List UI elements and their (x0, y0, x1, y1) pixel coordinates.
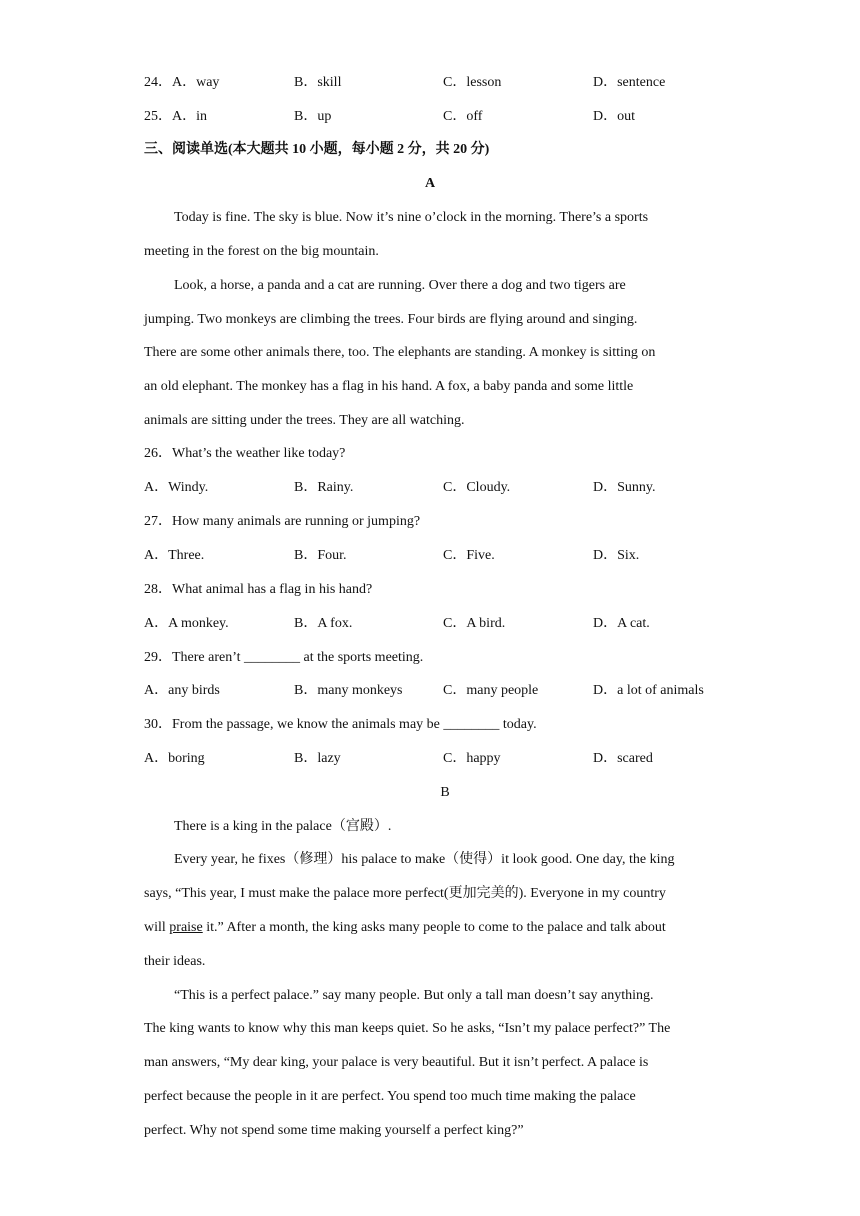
passage-a-line: meeting in the forest on the big mountain. (144, 244, 379, 259)
passage-a-line: animals are sitting under the trees. They are all watching. (144, 413, 465, 428)
q30-option-a: A．boring (144, 751, 205, 766)
q30-option-c: C．happy (443, 751, 501, 766)
q24-option-b: B．skill (294, 75, 342, 90)
q28-option-b: B．A fox. (294, 616, 353, 631)
passage-a-line: Today is fine. The sky is blue. Now it’s nine o’clock in the morning. There’s a sports (174, 210, 649, 225)
q26-option-c: C．Cloudy. (443, 480, 511, 495)
q29-option-b: B．many monkeys (294, 683, 403, 698)
question-29-options (144, 681, 744, 701)
q28-option-d: D．A cat. (593, 616, 650, 631)
q25-option-b: B．up (294, 109, 332, 124)
q25-option-c: C．off (443, 109, 483, 124)
question-27-options (144, 546, 744, 566)
passage-b-text: it.” After a month, the king asks many people to come to the palace and talk about (202, 920, 666, 935)
passage-b-line: There is a king in the palace（宫殿）. (174, 819, 392, 834)
question-27-stem: 27．How many animals are running or jumping? (144, 514, 421, 529)
question-28-options (144, 614, 744, 634)
passage-b-line: man answers, “My dear king, your palace is very beautiful. But it isn’t perfect. A palace is (144, 1055, 649, 1070)
underlined-word: praise (169, 920, 203, 935)
q27-option-a: A．Three. (144, 548, 205, 563)
q25-option-d: D．out (593, 109, 635, 124)
q27-option-d: D．Six. (593, 548, 640, 563)
question-26-stem: 26．What’s the weather like today? (144, 446, 346, 461)
q24-options (144, 73, 744, 93)
passage-b-text: will (144, 920, 170, 935)
q27-option-c: C．Five. (443, 548, 495, 563)
passage-b-line: Every year, he fixes（修理）his palace to make（使得）it look good. One day, the king (174, 852, 675, 867)
q29-option-a: A．any birds (144, 683, 220, 698)
q24-option-d: D．sentence (593, 75, 666, 90)
q25-options (144, 107, 744, 127)
q30-option-b: B．lazy (294, 751, 341, 766)
q30-option-d: D．scared (593, 751, 653, 766)
q26-option-b: B．Rainy. (294, 480, 354, 495)
passage-b-line: says, “This year, I must make the palace more perfect(更加完美的). Everyone in my country (144, 886, 666, 901)
q29-option-c: C．many people (443, 683, 539, 698)
passage-a-line: Look, a horse, a panda and a cat are running. Over there a dog and two tigers are (174, 278, 626, 293)
q24-option-a: 24．A．way (144, 75, 220, 90)
q26-option-d: D．Sunny. (593, 480, 656, 495)
q25-option-a: 25．A．in (144, 109, 207, 124)
passage-b-line: “This is a perfect palace.” say many people. But only a tall man doesn’t say anything. (174, 988, 654, 1003)
question-28-stem: 28．What animal has a flag in his hand? (144, 582, 373, 597)
passage-b-line: perfect because the people in it are perfect. You spend too much time making the palace (144, 1089, 636, 1104)
passage-a-line: There are some other animals there, too. The elephants are standing. A monkey is sitting on (144, 345, 656, 360)
question-29-stem: 29．There aren’t ________ at the sports meeting. (144, 650, 424, 665)
q27-option-b: B．Four. (294, 548, 347, 563)
passage-b-heading: B (440, 785, 450, 800)
passage-b-line: perfect. Why not spend some time making yourself a perfect king?” (144, 1123, 524, 1138)
passage-b-line: their ideas. (144, 954, 206, 969)
passage-a-line: an old elephant. The monkey has a flag in his hand. A fox, a baby panda and some little (144, 379, 634, 394)
q26-option-a: A．Windy. (144, 480, 209, 495)
q29-option-d: D．a lot of animals (593, 683, 704, 698)
passage-a-line: jumping. Two monkeys are climbing the trees. Four birds are flying around and singing. (144, 312, 638, 327)
section-title: 三、阅读单选(本大题共 10 小题，每小题 2 分，共 20 分) (144, 142, 490, 157)
passage-b-line: The king wants to know why this man keeps quiet. So he asks, “Isn’t my palace perfect?” The (144, 1021, 671, 1036)
passage-a-heading: A (424, 176, 436, 191)
q24-option-c: C．lesson (443, 75, 502, 90)
q28-option-a: A．A monkey. (144, 616, 229, 631)
q28-option-c: C．A bird. (443, 616, 506, 631)
question-26-options (144, 478, 744, 498)
question-30-options (144, 749, 744, 769)
passage-b-line (144, 918, 720, 938)
question-30-stem: 30．From the passage, we know the animals may be ________ today. (144, 717, 537, 732)
